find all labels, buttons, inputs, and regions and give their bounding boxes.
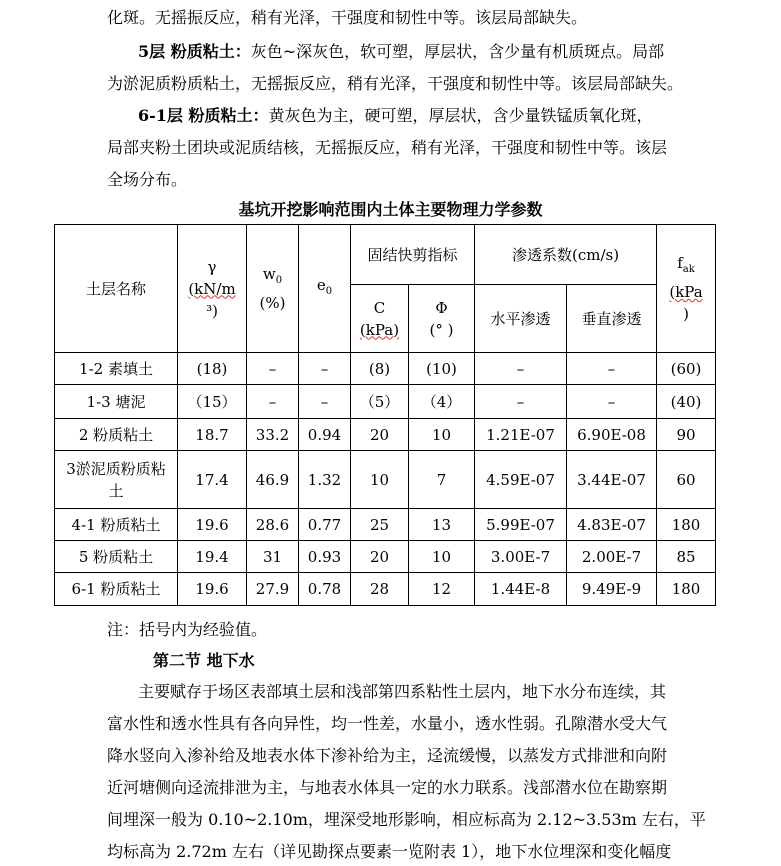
cell-name [55, 451, 178, 509]
cell-w0: – [247, 385, 299, 419]
cell-kv: 3.44E-07 [567, 451, 657, 509]
cell-gamma: 19.6 [178, 573, 247, 606]
cell-kh: – [475, 353, 567, 385]
cell-fak: 90 [657, 419, 716, 451]
cell-kh: 5.99E-07 [475, 509, 567, 541]
cell-name: 1-3 塘泥 [55, 385, 178, 419]
table-row [55, 419, 716, 451]
c-unit: (kPa) [359, 320, 400, 339]
cell-kv: 2.00E-7 [567, 541, 657, 573]
cell-fak: (60) [657, 353, 716, 385]
header-horizontal [475, 285, 567, 353]
section-line: 均标高为 2.72m 左右（详见勘探点要素一览附表 1），地下水位埋深和变化幅度 [107, 842, 672, 861]
layer5-label: 5层 粉质粘土： [138, 42, 251, 61]
cell-name: 5 粉质粘土 [55, 541, 178, 573]
fak-symbol: f [677, 254, 683, 272]
gamma-unit-part2: ³) [206, 301, 218, 320]
table-note: 注：括号内为经验值。 [107, 620, 268, 639]
cell-e0: 0.78 [299, 573, 351, 606]
cell-e0: 0.93 [299, 541, 351, 573]
cell-name-text: 3淤泥质粉质粘土 [66, 459, 166, 500]
table-row [55, 385, 716, 419]
cell-phi: 7 [409, 451, 475, 509]
cell-e0: – [299, 385, 351, 419]
paragraph-layer5-line2: 为淤泥质粉质粘土，无摇振反应，稍有光泽，干强度和韧性中等。该层局部缺失。 [107, 74, 684, 93]
paragraph-layer61-line3: 全场分布。 [107, 170, 188, 189]
cell-kv: – [567, 385, 657, 419]
paragraph-layer61-line1 [138, 106, 653, 126]
fak-unit-part2: ) [683, 305, 689, 323]
gamma-symbol: γ [207, 257, 217, 276]
cell-fak: 60 [657, 451, 716, 509]
section-heading: 第二节 地下水 [153, 651, 255, 670]
header-vertical: 垂直渗透 [567, 285, 657, 353]
cell-gamma: 18.7 [178, 419, 247, 451]
layer61-label: 6-1层 粉质粘土： [138, 106, 269, 125]
consolidated-shear-label: 固结快剪指标 [367, 245, 458, 264]
w0-subscript: 0 [275, 275, 283, 286]
table-row [55, 353, 716, 385]
cell-kh: 3.00E-7 [475, 541, 567, 573]
e0-subscript: 0 [325, 286, 333, 297]
cell-phi: （4） [409, 385, 475, 419]
cell-kh: 4.59E-07 [475, 451, 567, 509]
phi-symbol: Φ [435, 298, 448, 317]
cell-w0: – [247, 353, 299, 385]
paragraph-layer5-line1 [138, 42, 664, 62]
cell-kv: 4.83E-07 [567, 509, 657, 541]
cell-c: 20 [351, 419, 409, 451]
cell-e0: 0.77 [299, 509, 351, 541]
section-line: 富水性和透水性具有各向异性，均一性差，水量小，透水性弱。孔隙潜水受大气 [107, 714, 668, 733]
paragraph-layer61-line2: 局部夹粉土团块或泥质结核，无摇振反应，稍有光泽，干强度和韧性中等。该层 [107, 138, 668, 157]
gamma-unit-part1: (kN/m [188, 279, 236, 298]
section-line: 间埋深一般为 0.10~2.10m，埋深受地形影响，相应标高为 2.12~3.53m 左右，平 [107, 810, 706, 829]
cell-name: 6-1 粉质粘土 [55, 573, 178, 606]
soil-parameters-table [54, 224, 716, 606]
header-consolidated-shear [351, 225, 475, 285]
c-symbol: C [373, 298, 386, 317]
table-row [55, 451, 716, 509]
cell-phi: 10 [409, 419, 475, 451]
paragraph-line: 化斑。无摇振反应，稍有光泽，干强度和韧性中等。该层局部缺失。 [107, 8, 588, 27]
cell-phi: (10) [409, 353, 475, 385]
header-phi [409, 285, 475, 353]
cell-e0: 0.94 [299, 419, 351, 451]
cell-phi: 12 [409, 573, 475, 606]
section-line: 近河塘侧向迳流排泄为主，与地表水体具一定的水力联系。浅部潜水位在勘察期 [107, 778, 668, 797]
cell-c: 20 [351, 541, 409, 573]
w0-unit: (%) [259, 294, 286, 312]
fak-subscript: ak [682, 264, 695, 275]
header-e0 [299, 225, 351, 353]
cell-e0: – [299, 353, 351, 385]
table-row [55, 573, 716, 606]
cell-w0: 33.2 [247, 419, 299, 451]
cell-kh: 1.21E-07 [475, 419, 567, 451]
cell-c: （5） [351, 385, 409, 419]
phi-unit: (° ) [429, 320, 454, 339]
cell-name: 4-1 粉质粘土 [55, 509, 178, 541]
horizontal-label: 水平渗透 [490, 309, 551, 328]
cell-c: 10 [351, 451, 409, 509]
cell-gamma: （15） [178, 385, 247, 419]
cell-kv: 6.90E-08 [567, 419, 657, 451]
table-caption: 基坑开挖影响范围内土体主要物理力学参数 [238, 200, 543, 219]
cell-w0: 27.9 [247, 573, 299, 606]
cell-gamma: (18) [178, 353, 247, 385]
section-line: 降水竖向入渗补给及地表水体下渗补给为主，迳流缓慢，以蒸发方式排泄和向附 [107, 746, 668, 765]
cell-c: 25 [351, 509, 409, 541]
e0-symbol: e [316, 276, 326, 294]
cell-w0: 31 [247, 541, 299, 573]
cell-fak: 180 [657, 573, 716, 606]
cell-name: 1-2 素填土 [55, 353, 178, 385]
cell-fak: 85 [657, 541, 716, 573]
cell-c: 28 [351, 573, 409, 606]
cell-w0: 46.9 [247, 451, 299, 509]
cell-kh: – [475, 385, 567, 419]
cell-w0: 28.6 [247, 509, 299, 541]
cell-gamma: 19.4 [178, 541, 247, 573]
table-row [55, 509, 716, 541]
cell-c: (8) [351, 353, 409, 385]
table-row [55, 541, 716, 573]
fak-unit-part1: (kPa [669, 283, 703, 301]
cell-gamma: 17.4 [178, 451, 247, 509]
header-w0 [247, 225, 299, 353]
layer5-text: 灰色~深灰色，软可塑，厚层状，含少量有机质斑点。局部 [250, 42, 665, 61]
cell-e0: 1.32 [299, 451, 351, 509]
cell-fak: (40) [657, 385, 716, 419]
cell-phi: 10 [409, 541, 475, 573]
header-c [351, 285, 409, 353]
cell-kv: 9.49E-9 [567, 573, 657, 606]
header-fak [657, 225, 716, 353]
cell-gamma: 19.6 [178, 509, 247, 541]
w0-symbol: w [262, 265, 276, 283]
header-permeability: 渗透系数(cm/s) [475, 225, 657, 285]
header-soil-name: 土层名称 [55, 225, 178, 353]
layer61-text: 黄灰色为主，硬可塑，厚层状，含少量铁锰质氧化斑， [268, 106, 653, 125]
header-gamma [178, 225, 247, 353]
section-line: 主要赋存于场区表部填土层和浅部第四系粘性土层内，地下水分布连续，其 [138, 682, 667, 701]
cell-kh: 1.44E-8 [475, 573, 567, 606]
cell-phi: 13 [409, 509, 475, 541]
cell-kv: – [567, 353, 657, 385]
cell-fak: 180 [657, 509, 716, 541]
cell-name: 2 粉质粘土 [55, 419, 178, 451]
